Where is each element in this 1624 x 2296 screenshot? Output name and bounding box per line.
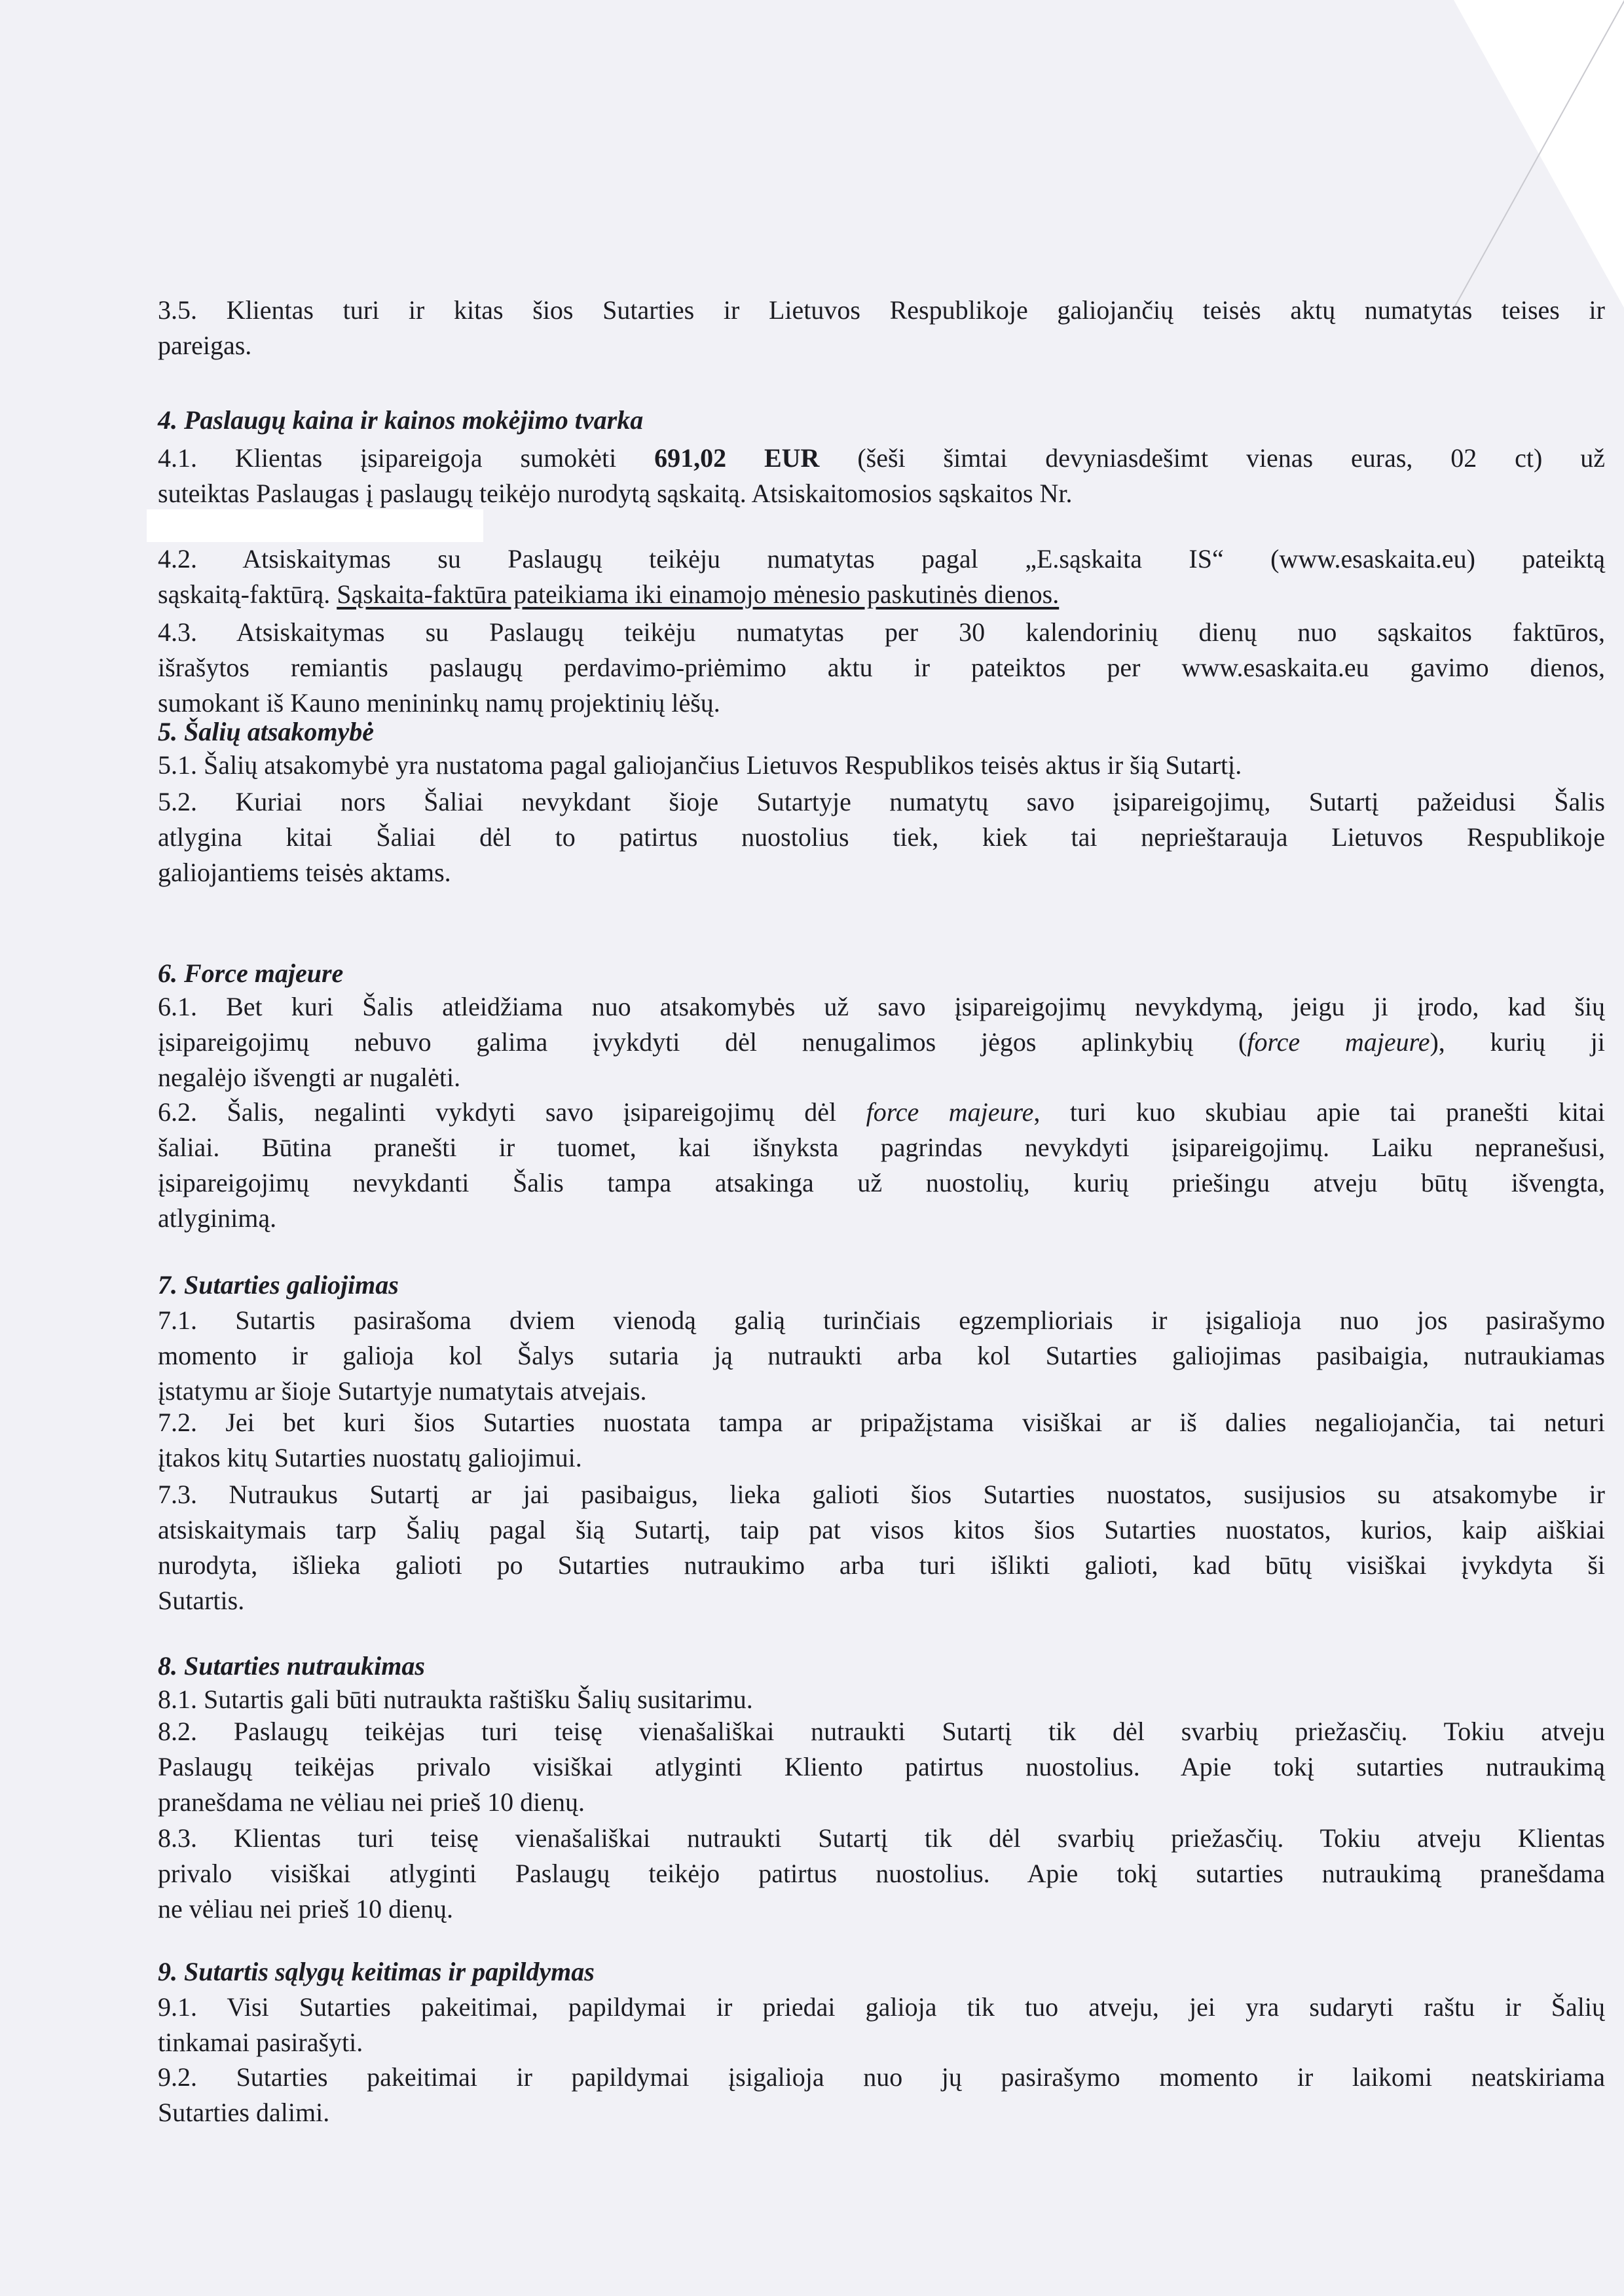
section-heading [158,1649,1605,1684]
paragraph [158,615,1605,721]
paragraph [158,293,1605,363]
section-heading [158,1267,1605,1303]
text-run: 8.3. Klientas turi teisę vienašališkai nutraukti Sutartį tik dėl svarbių priežasčių. Tokiu atveju Klientas [158,1823,1605,1853]
text-line [158,1548,1605,1583]
text-run: įstatymu ar šioje Sutartyje numatytais atvejais. [158,1376,647,1406]
text-line [158,1303,1605,1338]
text-run: atlygina kitai Šaliai dėl to patirtus nuostolius tiek, kiek tai neprieštarauja Lietuvos Respublikoje [158,822,1605,852]
text-line [158,2060,1605,2095]
paragraph [158,541,1605,612]
text-run: Paslaugų teikėjas privalo visiškai atlyginti Kliento patirtus nuostolius. Apie tokį sutarties nutraukimą [158,1752,1605,1781]
text-run: 7.2. Jei bet kuri šios Sutarties nuostata tampa ar pripažįstama visiškai ar iš dalies negaliojančia, tai neturi [158,1408,1605,1437]
text-run: 5.1. Šalių atsakomybė yra nustatoma pagal galiojančius Lietuvos Respublikos teisės aktus ir šią Sutartį. [158,750,1242,780]
redacted-account-number [147,509,483,542]
text-run: 7.3. Nutraukus Sutartį ar jai pasibaigus, lieka galioti šios Sutarties nuostatos, susijusios su atsakomybe ir [158,1480,1605,1509]
text-line [158,714,1605,750]
text-line [158,1338,1605,1374]
text-run: 6.2. Šalis, negalinti vykdyti savo įsipareigojimų dėl [158,1097,866,1127]
text-run: atsiskaitymais tarp Šalių pagal šią Sutartį, taip pat visos kitos šios Sutarties nuostatos, kurios, kaip aiškiai [158,1515,1605,1544]
text-line [158,1405,1605,1440]
text-run: 4.2. Atsiskaitymas su Paslaugų teikėju numatytas pagal „E.sąskaita IS“ (www.esaskaita.eu) pateiktą [158,544,1605,574]
text-line [158,1512,1605,1548]
text-run: force majeure [866,1097,1034,1127]
text-run: 6. Force majeure [158,958,344,988]
paragraph [158,1682,1605,1717]
text-run: nurodyta, išlieka galioti po Sutarties nutraukimo arba turi išlikti galioti, kad būtų visiškai įvykdyta ši [158,1550,1605,1580]
text-run: privalo visiškai atlyginti Paslaugų teikėjo patirtus nuostolius. Apie tokį sutarties nutraukimą pranešdama [158,1859,1605,1888]
text-line [158,1785,1605,1820]
text-run: 3.5. Klientas turi ir kitas šios Sutarties ir Lietuvos Respublikoje galiojančių teisės aktų numatytas teises ir [158,295,1605,325]
text-line [158,855,1605,890]
text-run: 5.2. Kuriai nors Šaliai nevykdant šioje Sutartyje numatytų savo įsipareigojimų, Sutartį pažeidusi Šalis [158,787,1605,816]
text-line [158,2095,1605,2130]
text-run: šaliai. Būtina pranešti ir tuomet, kai išnyksta pagrindas nevykdyti įsipareigojimų. Laiku nepranešusi, [158,1133,1605,1162]
paragraph [158,1303,1605,1409]
text-line [158,1714,1605,1749]
text-line [158,441,1605,476]
text-line [158,293,1605,328]
text-run: 9. Sutartis sąlygų keitimas ir papildymas [158,1957,595,1986]
section-heading [158,403,1605,438]
text-line [158,1130,1605,1165]
paragraph [158,1821,1605,1927]
text-run: tinkamai pasirašyti. [158,2028,363,2057]
text-line [158,650,1605,685]
text-line [158,1440,1605,1476]
text-run: 9.2. Sutarties pakeitimai ir papildymai įsigalioja nuo jų pasirašymo momento ir laikomi neatskiriama [158,2062,1605,2092]
text-run: 5. Šalių atsakomybė [158,717,375,746]
text-line [158,784,1605,820]
section-heading [158,956,1605,991]
text-line [158,1201,1605,1236]
text-line [158,1682,1605,1717]
section-heading [158,1954,1605,1990]
text-run: pranešdama ne vėliau nei prieš 10 dienų. [158,1787,585,1817]
text-line [158,1477,1605,1512]
text-line [158,541,1605,577]
paragraph [158,784,1605,890]
text-run: sąskaitą-faktūrą. [158,579,337,609]
text-run: 8.2. Paslaugų teikėjas turi teisę vienašališkai nutraukti Sutartį tik dėl svarbių priežasčių. Tokiu atveju [158,1717,1605,1746]
text-run: ne vėliau nei prieš 10 dienų. [158,1894,453,1923]
text-line [158,1821,1605,1856]
text-line [158,403,1605,438]
text-run: įsipareigojimų nevykdanti Šalis tampa atsakinga už nuostolių, kurių priešingu atveju būtų išvengta, [158,1168,1605,1197]
text-line [158,748,1605,783]
text-run: 4.3. Atsiskaitymas su Paslaugų teikėju numatytas per 30 kalendorinių dienų nuo sąskaitos faktūros, [158,617,1605,647]
text-line [158,1165,1605,1201]
text-run: įsipareigojimų nebuvo galima įvykdyti dėl nenugalimos jėgos aplinkybių ( [158,1027,1247,1057]
text-run: 7. Sutarties galiojimas [158,1270,399,1300]
text-line [158,1856,1605,1891]
text-line [158,577,1605,612]
text-run: atlyginimą. [158,1203,277,1233]
text-line [158,1954,1605,1990]
text-line [158,1374,1605,1409]
paragraph [158,441,1605,511]
text-line [158,1891,1605,1927]
text-run: momento ir galioja kol Šalys sutaria ją nutraukti arba kol Sutarties galiojimas pasibaigia, nutraukiamas [158,1341,1605,1370]
paragraph [158,1405,1605,1476]
text-line [158,2025,1605,2060]
text-run: įtakos kitų Sutarties nuostatų galiojimui. [158,1443,582,1472]
text-run: , turi kuo skubiau apie tai pranešti kitai [1033,1097,1606,1127]
text-line [158,1025,1605,1060]
text-line [158,820,1605,855]
paragraph [158,989,1605,1095]
text-run: 4. Paslaugų kaina ir kainos mokėjimo tvarka [158,405,644,435]
text-run: force majeure [1247,1027,1430,1057]
text-run: 6.1. Bet kuri Šalis atleidžiama nuo atsakomybės už savo įsipareigojimų nevykdymą, jeigu ji įrodo, kad šių [158,992,1605,1021]
text-run: galiojantiems teisės aktams. [158,858,451,887]
text-run: Sutarties dalimi. [158,2098,330,2127]
text-line [158,1095,1605,1130]
text-line [158,328,1605,363]
text-run: išrašytos remiantis paslaugų perdavimo-priėmimo aktu ir pateiktos per www.esaskaita.eu gavimo dienos, [158,653,1605,682]
section-heading [158,714,1605,750]
text-line [158,1990,1605,2025]
paragraph [158,1990,1605,2060]
paragraph [158,1095,1605,1236]
text-run: sumokant iš Kauno menininkų namų projektinių lėšų. [158,688,720,718]
text-line [158,1583,1605,1618]
text-line [158,615,1605,650]
text-run: 8. Sutarties nutraukimas [158,1651,425,1681]
text-run: 7.1. Sutartis pasirašoma dviem vienodą galią turinčiais egzemplioriais ir įsigalioja nuo jos pasirašymo [158,1305,1605,1335]
text-run: suteiktas Paslaugas į paslaugų teikėjo nurodytą sąskaitą. Atsiskaitomosios sąskaitos Nr. [158,479,1073,508]
text-run: 4.1. Klientas įsipareigoja sumokėti [158,443,655,473]
text-run: 691,02 EUR [654,443,820,473]
text-run: ), kurių ji [1430,1027,1605,1057]
text-run: pareigas. [158,331,252,360]
text-line [158,1060,1605,1095]
text-line [158,989,1605,1025]
paragraph [158,748,1605,783]
text-line [158,1649,1605,1684]
paragraph [158,1477,1605,1618]
text-run: negalėjo išvengti ar nugalėti. [158,1063,461,1092]
text-run: Sutartis. [158,1586,245,1615]
text-line [158,1267,1605,1303]
text-run: 9.1. Visi Sutarties pakeitimai, papildymai ir priedai galioja tik tuo atveju, jei yra sudaryti raštu ir Šalių [158,1992,1605,2022]
text-line [158,476,1605,511]
text-line [158,956,1605,991]
paragraph [158,1714,1605,1820]
text-run: (šeši šimtai devyniasdešimt vienas euras, 02 ct) už [819,443,1606,473]
text-line [158,1749,1605,1785]
text-run: Sąskaita-faktūra pateikiama iki einamojo mėnesio paskutinės dienos. [337,579,1060,609]
paragraph [158,2060,1605,2130]
text-run: 8.1. Sutartis gali būti nutraukta raštišku Šalių susitarimu. [158,1685,753,1714]
